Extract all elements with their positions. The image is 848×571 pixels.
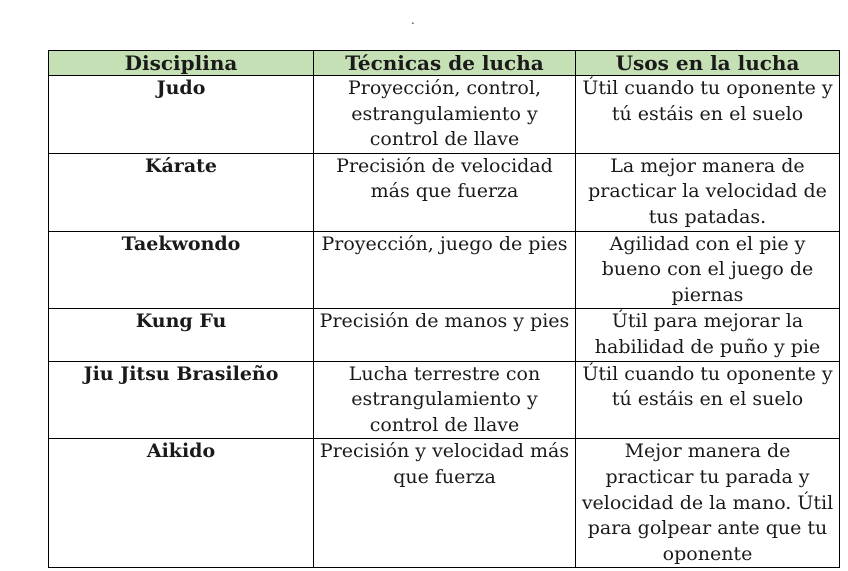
- cell-uses: Útil cuando tu oponente y tú estáis en el suelo: [576, 76, 840, 154]
- table-row: [49, 76, 840, 154]
- header-discipline: Disciplina: [49, 51, 314, 76]
- table-row: [49, 439, 840, 568]
- cell-uses: Útil para mejorar la habilidad de puño y pie: [576, 309, 840, 361]
- table-row: [49, 231, 840, 309]
- cell-techniques: Lucha terrestre con estrangulamiento y control de llave: [314, 361, 576, 439]
- martial-arts-table: [48, 50, 840, 568]
- cell-uses: Útil cuando tu oponente y tú estáis en el suelo: [576, 361, 840, 439]
- table-row: [49, 361, 840, 439]
- cell-discipline: Jiu Jitsu Brasileño: [49, 361, 314, 439]
- table-row: [49, 153, 840, 231]
- cell-techniques: Precisión y velocidad más que fuerza: [314, 439, 576, 568]
- cell-techniques: Proyección, control, estrangulamiento y control de llave: [314, 76, 576, 154]
- cell-techniques: Precisión de manos y pies: [314, 309, 576, 361]
- cell-techniques: Proyección, juego de pies: [314, 231, 576, 309]
- cell-discipline: Taekwondo: [49, 231, 314, 309]
- stray-mark: .: [411, 13, 415, 27]
- cell-uses: La mejor manera de practicar la velocidad de tus patadas.: [576, 153, 840, 231]
- cell-uses: Mejor manera de practicar tu parada y velocidad de la mano. Útil para golpear ante que tu oponente: [576, 439, 840, 568]
- header-techniques: Técnicas de lucha: [314, 51, 576, 76]
- cell-discipline: Kárate: [49, 153, 314, 231]
- cell-techniques: Precisión de velocidad más que fuerza: [314, 153, 576, 231]
- cell-discipline: Kung Fu: [49, 309, 314, 361]
- cell-uses: Agilidad con el pie y bueno con el juego de piernas: [576, 231, 840, 309]
- cell-discipline: Judo: [49, 76, 314, 154]
- table-row: [49, 309, 840, 361]
- header-row: [49, 51, 840, 76]
- cell-discipline: Aikido: [49, 439, 314, 568]
- header-uses: Usos en la lucha: [576, 51, 840, 76]
